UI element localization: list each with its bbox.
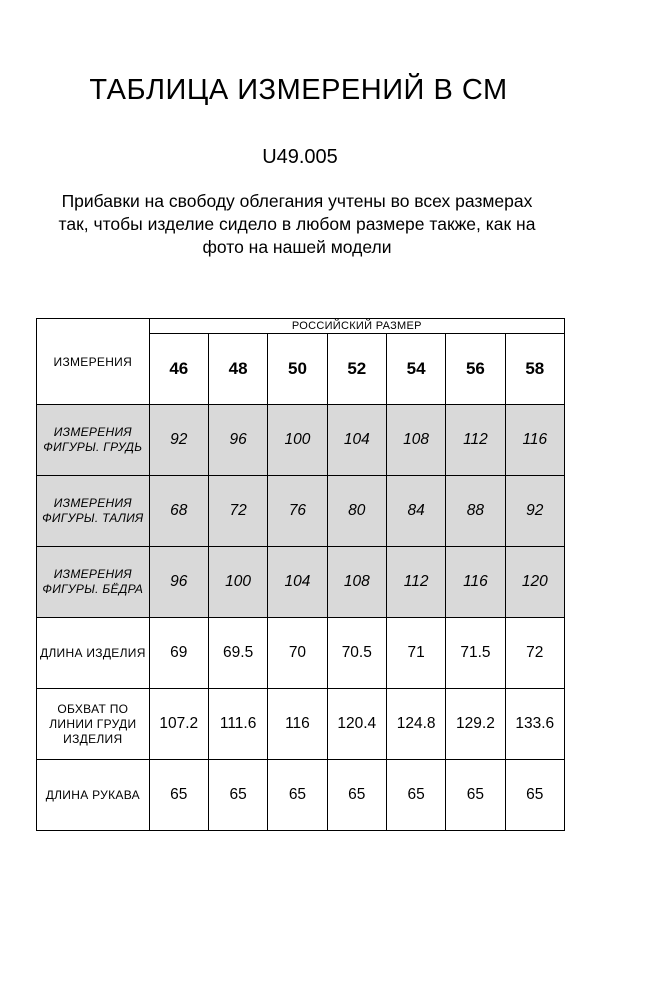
- size-header-cell: 52: [327, 334, 386, 405]
- measurement-cell: 96: [149, 547, 208, 618]
- row-label: [37, 476, 150, 547]
- table-row: [37, 405, 565, 476]
- measurement-cell: 80: [327, 476, 386, 547]
- measurement-cell: 71.5: [446, 618, 505, 689]
- product-code: U49.005: [262, 146, 338, 168]
- row-label-line: ФИГУРЫ. ТАЛИЯ: [42, 511, 144, 525]
- measurement-cell: 88: [446, 476, 505, 547]
- measurement-cell: 84: [386, 476, 445, 547]
- size-header-cell: 58: [505, 334, 564, 405]
- measurement-cell: 111.6: [208, 689, 267, 760]
- fit-note-line: фото на нашей модели: [202, 237, 392, 257]
- size-header-cell: 50: [268, 334, 327, 405]
- measurement-cell: 68: [149, 476, 208, 547]
- measurement-cell: 116: [505, 405, 564, 476]
- measurement-cell: 76: [268, 476, 327, 547]
- row-label: [37, 618, 150, 689]
- measurement-cell: 69: [149, 618, 208, 689]
- measurement-cell: 108: [386, 405, 445, 476]
- measurement-cell: 116: [446, 547, 505, 618]
- measurement-cell: 133.6: [505, 689, 564, 760]
- measurement-cell: 71: [386, 618, 445, 689]
- page-title: ТАБЛИЦА ИЗМЕРЕНИЙ В СМ: [89, 74, 508, 106]
- row-label-line: ИЗМЕРЕНИЯ: [53, 567, 132, 581]
- measurement-cell: 129.2: [446, 689, 505, 760]
- row-label: [37, 689, 150, 760]
- table-row: [37, 618, 565, 689]
- measurement-cell: 100: [208, 547, 267, 618]
- measurement-cell: 104: [268, 547, 327, 618]
- row-label-line: ИЗДЕЛИЯ: [63, 731, 123, 746]
- measurement-cell: 65: [505, 760, 564, 831]
- table-row: [37, 547, 565, 618]
- row-label-line: ДЛИНА ИЗДЕЛИЯ: [39, 645, 146, 660]
- row-label-line: ОБХВАТ ПО: [57, 701, 129, 716]
- fit-note: [0, 190, 594, 259]
- measurement-cell: 112: [386, 547, 445, 618]
- table-row: [37, 760, 565, 831]
- measurement-cell: 65: [327, 760, 386, 831]
- measurement-cell: 65: [268, 760, 327, 831]
- measurement-cell: 65: [446, 760, 505, 831]
- measurement-cell: 112: [446, 405, 505, 476]
- measurement-cell: 72: [505, 618, 564, 689]
- measurement-cell: 70: [268, 618, 327, 689]
- fit-note-line: так, чтобы изделие сидело в любом размере также, как на: [58, 214, 536, 234]
- row-label: [37, 405, 150, 476]
- measurement-cell: 124.8: [386, 689, 445, 760]
- measurement-cell: 120.4: [327, 689, 386, 760]
- measurement-cell: 65: [149, 760, 208, 831]
- row-label: [37, 760, 150, 831]
- measurement-cell: 120: [505, 547, 564, 618]
- row-label-line: ИЗМЕРЕНИЯ: [53, 425, 132, 439]
- table-row: [37, 689, 565, 760]
- row-label-line: ФИГУРЫ. ГРУДЬ: [43, 440, 143, 454]
- size-header-cell: 54: [386, 334, 445, 405]
- measurement-cell: 65: [208, 760, 267, 831]
- measurement-cell: 92: [505, 476, 564, 547]
- fit-note-line: Прибавки на свободу облегания учтены во всех размерах: [61, 191, 533, 211]
- size-header-cell: 46: [149, 334, 208, 405]
- measurement-cell: 72: [208, 476, 267, 547]
- measurement-cell: 70.5: [327, 618, 386, 689]
- measurement-cell: 107.2: [149, 689, 208, 760]
- measurements-header: ИЗМЕРЕНИЯ: [37, 319, 150, 405]
- row-label-line: ИЗМЕРЕНИЯ: [53, 496, 132, 510]
- table-row: [37, 476, 565, 547]
- size-table: [36, 318, 565, 831]
- row-label: [37, 547, 150, 618]
- measurement-cell: 116: [268, 689, 327, 760]
- row-label-line: ДЛИНА РУКАВА: [45, 787, 140, 802]
- measurement-cell: 69.5: [208, 618, 267, 689]
- measurement-cell: 104: [327, 405, 386, 476]
- russian-size-header: РОССИЙСКИЙ РАЗМЕР: [149, 319, 564, 334]
- measurement-cell: 108: [327, 547, 386, 618]
- row-label-line: ФИГУРЫ. БЁДРА: [42, 582, 144, 596]
- size-header-cell: 56: [446, 334, 505, 405]
- measurement-cell: 92: [149, 405, 208, 476]
- measurement-cell: 65: [386, 760, 445, 831]
- row-label-line: ЛИНИИ ГРУДИ: [49, 716, 137, 731]
- measurement-cell: 100: [268, 405, 327, 476]
- measurement-cell: 96: [208, 405, 267, 476]
- size-header-cell: 48: [208, 334, 267, 405]
